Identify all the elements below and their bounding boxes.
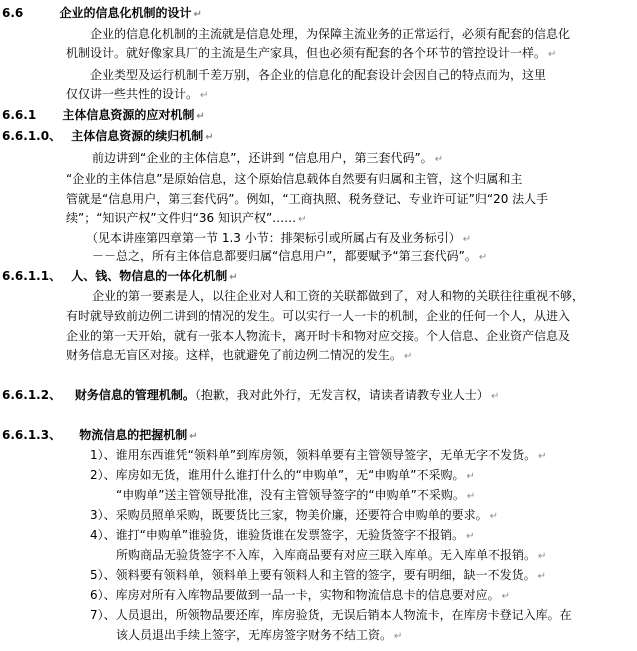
list-item: 2）、库房如无货，谁用什么谁打什么的“申购单”，无“申购单”不采购。 ↵ <box>90 468 475 482</box>
paragraph-mark-icon: ↵ <box>196 111 205 122</box>
list-item: “申购单”送主管领导批准，没有主管领导签字的“申购单”不采购。 ↵ <box>116 488 476 502</box>
paragraph-mark-icon: ↵ <box>538 451 547 462</box>
section-title: 物流信息的把握机制 <box>79 428 188 442</box>
paragraph-mark-icon: ↵ <box>394 631 403 642</box>
list-item: 5）、领料要有领料单，领料单上要有领料人和主管的签字，要有明细，缺一不发货。 ↵ <box>90 568 547 582</box>
section-title: 企业的信息化机制的设计 <box>59 6 192 20</box>
paragraph-line: 管就是“信息用户，第三套代码”。例如，“工商执照、税务登记、专业许可证”归“20 法人手 <box>66 192 549 206</box>
paragraph-line: 企业的信息化机制的主流就是信息处理，为保障主流业务的正常运行，必须有配套的信息化 <box>90 27 571 41</box>
paragraph-mark-icon: ↵ <box>466 471 475 482</box>
section-number: 6.6.1 <box>2 108 37 122</box>
paragraph-mark-icon: ↵ <box>205 132 214 143</box>
paragraph-mark-icon: ↵ <box>189 431 198 442</box>
paragraph-mark-icon: ↵ <box>229 272 238 283</box>
paragraph-mark-icon: ↵ <box>404 351 413 362</box>
section-heading-6-6-1-0 <box>2 128 214 146</box>
paragraph-mark-icon: ↵ <box>548 49 557 60</box>
section-number: 6.6.1.0、 <box>2 129 62 143</box>
paragraph-mark-icon: ↵ <box>462 234 472 245</box>
section-heading-6-6-1 <box>2 107 205 125</box>
section-title: 主体信息资源的续归机制 <box>71 129 204 143</box>
section-title: 主体信息资源的应对机制 <box>62 108 195 122</box>
paragraph-mark-icon: ↵ <box>200 90 209 101</box>
paragraph-mark-icon: ↵ <box>434 154 444 165</box>
section-number: 6.6 <box>2 6 24 20</box>
paragraph-mark-icon: ↵ <box>466 491 476 502</box>
paragraph-line: 前边讲到“企业的主体信息”，还讲到 “信息用户，第三套代码”。 ↵ <box>92 151 444 165</box>
paragraph-mark-icon: ↵ <box>501 591 511 602</box>
list-item: 4）、谁打“申购单”谁验货，谁验货谁在发票签字，无验货签字不报销。 ↵ <box>90 528 475 542</box>
list-item: 该人员退出手续上签字，无库房签字财务不结工资。 ↵ <box>116 628 403 642</box>
section-number: 6.6.1.3、 <box>2 428 62 442</box>
list-item: 所购商品无验货签字不入库，入库商品要有对应三联入库单。无入库单不报销。 ↵ <box>116 548 547 562</box>
paragraph-line: 机制设计。就好像家具厂的主流是生产家具，但也必须有配套的各个环节的管控设计一样。 ↵ <box>66 46 557 60</box>
section-heading-6-6-1-2 <box>2 387 499 405</box>
paragraph-mark-icon: ↵ <box>478 252 488 263</box>
paragraph-mark-icon: ↵ <box>490 391 500 402</box>
list-item: 1）、谁用东西谁凭“领料单”到库房领，领料单要有主管领导签字，无单无字不发货。 ↵ <box>90 448 547 462</box>
list-item: 3）、采购员照单采购，既要货比三家，物美价廉，还要符合申购单的要求。 ↵ <box>90 508 499 522</box>
section-heading-6-6 <box>2 5 202 23</box>
section-heading-6-6-1-1 <box>2 268 238 286</box>
list-item: 6）、库房对所有入库物品要做到一品一卡，实物和物流信息卡的信息要对应。 ↵ <box>90 588 511 602</box>
paragraph-mark-icon: ↵ <box>466 531 475 542</box>
paragraph-line: 企业的第一天开始，就有一张本人物流卡，离开时卡和物对应交接。个人信息、企业资产信息及 <box>66 329 571 343</box>
paragraph-line: 财务信息无盲区对接。这样，也就避免了前边例二情况的发生。 ↵ <box>66 348 413 362</box>
paragraph-mark-icon: ↵ <box>489 511 499 522</box>
paragraph-mark-icon: ↵ <box>538 551 547 562</box>
section-note: （抱歉，我对此外行，无发言权，请读者请教专业人士） <box>194 388 489 402</box>
section-number: 6.6.1.1、 <box>2 269 62 283</box>
paragraph-line: －－总之，所有主体信息都要归属“信息用户”，都要赋予“第三套代码”。 ↵ <box>92 249 488 263</box>
paragraph-line: 企业的第一要素是人，以往企业对人和工资的关联都做到了，对人和物的关联往往重视不够， <box>92 289 585 303</box>
section-number: 6.6.1.2、 <box>2 388 62 402</box>
paragraph-line: 企业类型及运行机制千差万别，各企业的信息化的配套设计会因自己的特点而为，这里 <box>90 68 547 82</box>
paragraph-mark-icon: ↵ <box>193 9 202 20</box>
paragraph-mark-icon: ↵ <box>537 571 547 582</box>
paragraph-line: （见本讲座第四章第一节 1.3 小节：排架标引或所属占有及业务标引） ↵ <box>86 231 472 245</box>
section-heading-6-6-1-3 <box>2 427 198 445</box>
paragraph-mark-icon: ↵ <box>298 214 307 225</box>
section-title: 财务信息的管理机制。 <box>74 388 195 402</box>
section-title: 人、钱、物信息的一体化机制 <box>71 269 228 283</box>
paragraph-line: 有时就导致前边例二讲到的情况的发生。可以实行一人一卡的机制，企业的任何一个人，从进入 <box>66 309 571 323</box>
list-item: 7）、人员退出，所领物品要还库，库房验货，无误后销本人物流卡，在库房卡登记入库。在 <box>90 608 572 622</box>
paragraph-line: 仅仅讲一些共性的设计。 ↵ <box>66 87 209 101</box>
paragraph-line: 续”；“知识产权”文件归“36 知识产权”…… ↵ <box>66 211 307 225</box>
paragraph-line: “企业的主体信息”是原始信息，这个原始信息载体自然要有归属和主管，这个归属和主 <box>66 172 523 186</box>
